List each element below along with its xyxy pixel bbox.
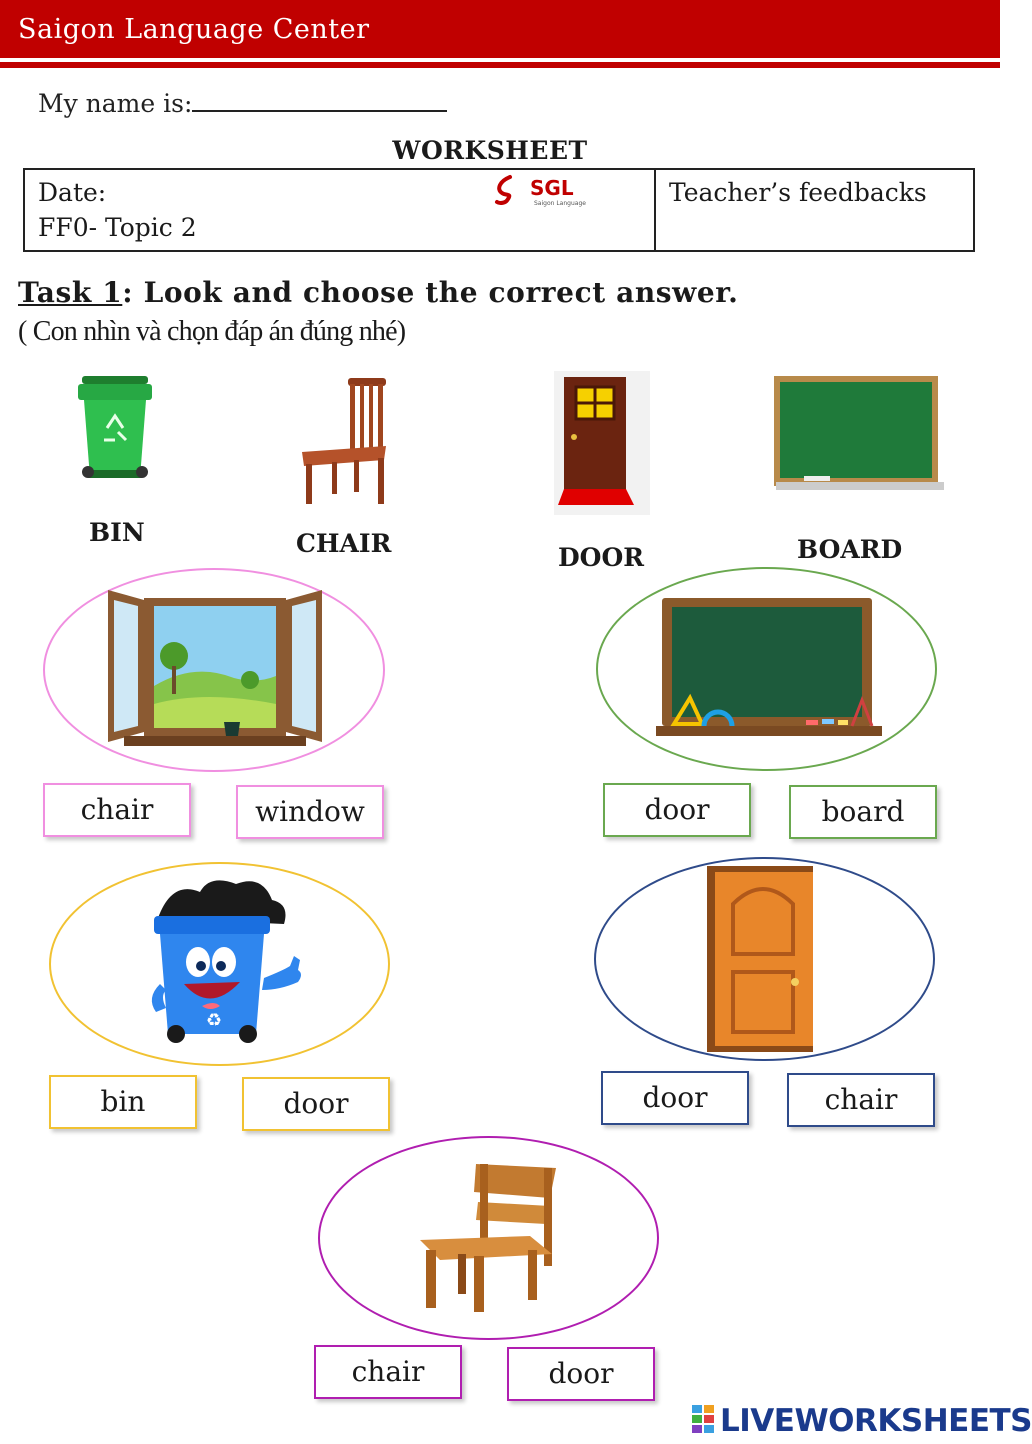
task-number: Task 1 [18,276,123,309]
sgl-logo [494,173,594,209]
option-door-button[interactable]: door [242,1077,390,1131]
school-name: Saigon Language Center [18,14,370,45]
option-window-button[interactable]: window [236,785,384,839]
date-label: Date: [38,178,107,207]
green-recycle-bin-icon [74,374,156,486]
option-bin-button[interactable]: bin [49,1075,197,1129]
green-chalkboard-icon [774,376,946,496]
vocab-label-door: DOOR [558,543,645,572]
name-blank[interactable] [192,88,447,112]
option-door-button[interactable]: door [507,1347,655,1401]
name-label: My name is: [38,89,193,118]
option-door-button[interactable]: door [603,783,751,837]
wooden-chair-icon [418,1158,560,1314]
brown-door-icon [554,371,650,515]
name-line [38,88,447,118]
vocab-label-chair: CHAIR [296,529,392,558]
task-instruction: : Look and choose the correct answer. [122,276,739,309]
orange-door-icon [707,864,817,1054]
sgl-logo-text: SGL [530,176,574,200]
topic-label: FF0- Topic 2 [38,213,197,242]
teacher-feedback-label: Teacher’s feedbacks [669,178,927,207]
liveworksheets-logo-icon [692,1405,716,1435]
task-title [18,276,738,309]
header-underline [0,62,1000,68]
wooden-chair-icon [296,374,390,506]
worksheet-title: WORKSHEET [392,136,588,165]
vocab-label-bin: BIN [89,518,145,547]
vocab-label-board: BOARD [797,535,903,564]
option-chair-button[interactable]: chair [787,1073,935,1127]
open-window-icon [104,586,326,750]
option-chair-button[interactable]: chair [43,783,191,837]
cartoon-blue-bin-icon [144,874,310,1050]
option-chair-button[interactable]: chair [314,1345,462,1399]
task-subtitle: ( Con nhìn và chọn đáp án đúng nhé) [18,316,406,347]
option-door-button[interactable]: door [601,1071,749,1125]
sgl-logo-subtext: Saigon Language [534,200,586,207]
info-table-divider [654,168,656,252]
chalkboard-icon [656,598,882,742]
svg-text:♻: ♻ [206,1010,223,1031]
option-board-button[interactable]: board [789,785,937,839]
liveworksheets-brand: LIVEWORKSHEETS [720,1403,1032,1439]
